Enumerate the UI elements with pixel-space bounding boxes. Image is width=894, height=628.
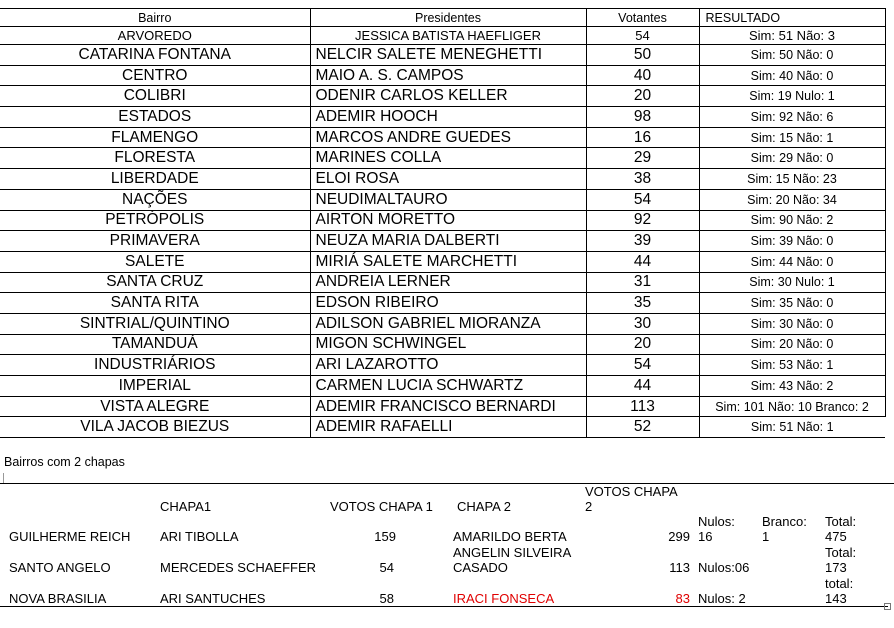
neighborhood-results-table	[0, 8, 886, 438]
votantes-cell: 52	[586, 417, 699, 438]
bairro-cell: IMPERIAL	[0, 376, 310, 397]
presidente-cell: NEUZA MARIA DALBERTI	[310, 231, 586, 252]
chapa1-cell: ARI SANTUCHES	[160, 591, 266, 606]
votantes-cell: 29	[586, 148, 699, 169]
resultado-cell: Sim: 35 Não: 0	[699, 293, 885, 314]
bairro-cell: SANTA CRUZ	[0, 272, 310, 293]
total-value: 173	[825, 560, 847, 575]
table-row	[0, 417, 885, 438]
branco-label: Branco:	[762, 514, 807, 529]
bairro-cell: VISTA ALEGRE	[0, 396, 310, 417]
resultado-cell: Sim: 51 Não: 1	[699, 417, 885, 438]
table-body	[0, 27, 885, 438]
two-slates-title: Bairros com 2 chapas	[4, 455, 125, 469]
presidente-cell: ANDREIA LERNER	[310, 272, 586, 293]
table-row	[0, 127, 885, 148]
presidente-cell: ARI LAZAROTTO	[310, 355, 586, 376]
resultado-cell: Sim: 92 Não: 6	[699, 107, 885, 128]
presidente-cell: ADEMIR FRANCISCO BERNARDI	[310, 396, 586, 417]
table-row	[0, 376, 885, 397]
header-chapa1: CHAPA1	[160, 499, 212, 514]
presidente-cell: ELOI ROSA	[310, 169, 586, 190]
total-value: 143	[825, 591, 847, 606]
nulos-label: Nulos:	[698, 514, 735, 529]
votos1-cell: 54	[379, 560, 394, 575]
votantes-cell: 30	[586, 313, 699, 334]
bairro-cell: ARVOREDO	[0, 27, 310, 45]
header-votos-chapa2-number: 2	[585, 499, 593, 514]
table-row	[0, 396, 885, 417]
header-votos-chapa1: VOTOS CHAPA 1	[330, 499, 433, 514]
section-divider-bottom	[0, 606, 888, 607]
table-row	[0, 65, 885, 86]
votantes-cell: 20	[586, 334, 699, 355]
resultado-cell: Sim: 20 Não: 0	[699, 334, 885, 355]
resultado-cell: Sim: 51 Não: 3	[699, 27, 885, 45]
table-row	[0, 272, 885, 293]
resultado-cell: Sim: 101 Não: 10 Branco: 2	[699, 396, 885, 417]
presidente-cell: MIRIÁ SALETE MARCHETTI	[310, 251, 586, 272]
presidente-cell: AIRTON MORETTO	[310, 210, 586, 231]
section-divider-top	[0, 483, 894, 484]
presidente-cell: CARMEN LUCIA SCHWARTZ	[310, 376, 586, 397]
votos1-cell: 58	[379, 591, 394, 606]
resultado-cell: Sim: 15 Não: 23	[699, 169, 885, 190]
votantes-cell: 39	[586, 231, 699, 252]
resultado-cell: Sim: 30 Não: 0	[699, 313, 885, 334]
nulos-cell: Nulos:06	[698, 560, 750, 575]
votantes-cell: 20	[586, 86, 699, 107]
votantes-cell: 16	[586, 127, 699, 148]
table-row	[0, 313, 885, 334]
presidente-cell: ADILSON GABRIEL MIORANZA	[310, 313, 586, 334]
table-row	[0, 210, 885, 231]
bairro-cell: NAÇÕES	[0, 189, 310, 210]
table-row	[0, 334, 885, 355]
bairro-cell: PETRÓPOLIS	[0, 210, 310, 231]
bairro-cell: ESTADOS	[0, 107, 310, 128]
votos2-cell: 83	[675, 591, 690, 606]
table-row	[0, 107, 885, 128]
presidente-cell: NEUDIMALTAURO	[310, 189, 586, 210]
presidente-cell: NELCIR SALETE MENEGHETTI	[310, 45, 586, 66]
presidente-cell: ADEMIR HOOCH	[310, 107, 586, 128]
presidente-cell: ODENIR CARLOS KELLER	[310, 86, 586, 107]
header-presidentes: Presidentes	[310, 9, 586, 27]
table-row	[0, 355, 885, 376]
votos2-cell: 113	[669, 560, 690, 575]
votos1-cell: 159	[374, 529, 396, 544]
header-chapa2: CHAPA 2	[457, 499, 511, 514]
resultado-cell: Sim: 40 Não: 0	[699, 65, 885, 86]
header-bairro: Bairro	[0, 9, 310, 27]
bairro-cell: NOVA BRASILIA	[9, 591, 107, 606]
bairro-cell: SINTRIAL/QUINTINO	[0, 313, 310, 334]
bairro-cell: TAMANDUÁ	[0, 334, 310, 355]
table-row	[0, 169, 885, 190]
resultado-cell: Sim: 53 Não: 1	[699, 355, 885, 376]
votantes-cell: 44	[586, 376, 699, 397]
table-header-row	[0, 9, 885, 27]
resultado-cell: Sim: 39 Não: 0	[699, 231, 885, 252]
table-row	[0, 148, 885, 169]
presidente-cell: ADEMIR RAFAELLI	[310, 417, 586, 438]
chapa1-cell: ARI TIBOLLA	[160, 529, 239, 544]
resultado-cell: Sim: 43 Não: 2	[699, 376, 885, 397]
votantes-cell: 50	[586, 45, 699, 66]
bairro-cell: INDUSTRIÁRIOS	[0, 355, 310, 376]
bairro-cell: FLORESTA	[0, 148, 310, 169]
resultado-cell: Sim: 30 Nulo: 1	[699, 272, 885, 293]
bairro-cell: COLIBRI	[0, 86, 310, 107]
bairro-cell: VILA JACOB BIEZUS	[0, 417, 310, 438]
votantes-cell: 98	[586, 107, 699, 128]
votantes-cell: 38	[586, 169, 699, 190]
branco-value: 1	[762, 529, 770, 544]
bairro-cell: SANTA RITA	[0, 293, 310, 314]
chapa2-cell-continued: CASADO	[453, 560, 508, 575]
chapa2-cell: ANGELIN SILVEIRA	[453, 545, 572, 560]
resultado-cell: Sim: 20 Não: 34	[699, 189, 885, 210]
votantes-cell: 54	[586, 189, 699, 210]
table-row	[0, 231, 885, 252]
bairro-cell: GUILHERME REICH	[9, 529, 131, 544]
table-row	[0, 86, 885, 107]
bairro-cell: SANTO ANGELO	[9, 560, 111, 575]
nulos-value: 16	[698, 529, 713, 544]
total-label: Total:	[825, 545, 857, 560]
end-of-cell-marker	[884, 603, 891, 610]
presidente-cell: MARCOS ANDRE GUEDES	[310, 127, 586, 148]
votantes-cell: 31	[586, 272, 699, 293]
votantes-cell: 113	[586, 396, 699, 417]
chapa1-cell: MERCEDES SCHAEFFER	[160, 560, 317, 575]
resultado-cell: Sim: 15 Não: 1	[699, 127, 885, 148]
header-votos-chapa2: VOTOS CHAPA	[585, 484, 678, 499]
votantes-cell: 54	[586, 355, 699, 376]
presidente-cell: MAIO A. S. CAMPOS	[310, 65, 586, 86]
votos2-cell: 299	[668, 529, 690, 544]
bairro-cell: LIBERDADE	[0, 169, 310, 190]
resultado-cell: Sim: 90 Não: 2	[699, 210, 885, 231]
bairro-cell: CATARINA FONTANA	[0, 45, 310, 66]
votantes-cell: 54	[586, 27, 699, 45]
chapa2-cell: IRACI FONSECA	[453, 591, 555, 606]
resultado-cell: Sim: 50 Não: 0	[699, 45, 885, 66]
presidente-cell: JESSICA BATISTA HAEFLIGER	[310, 27, 586, 45]
presidente-cell: MARINES COLLA	[310, 148, 586, 169]
resultado-cell: Sim: 44 Não: 0	[699, 251, 885, 272]
chapa2-cell: AMARILDO BERTA	[453, 529, 567, 544]
header-votantes: Votantes	[586, 9, 699, 27]
votantes-cell: 92	[586, 210, 699, 231]
total-label: Total:	[825, 514, 857, 529]
bairro-cell: FLAMENGO	[0, 127, 310, 148]
bairro-cell: CENTRO	[0, 65, 310, 86]
resultado-cell: Sim: 29 Não: 0	[699, 148, 885, 169]
table-row	[0, 27, 885, 45]
table-row	[0, 45, 885, 66]
bairro-cell: SALETE	[0, 251, 310, 272]
presidente-cell: MIGON SCHWINGEL	[310, 334, 586, 355]
total-value: 475	[825, 529, 847, 544]
resultado-cell: Sim: 19 Nulo: 1	[699, 86, 885, 107]
votantes-cell: 35	[586, 293, 699, 314]
presidente-cell: EDSON RIBEIRO	[310, 293, 586, 314]
votantes-cell: 44	[586, 251, 699, 272]
table-row	[0, 251, 885, 272]
votantes-cell: 40	[586, 65, 699, 86]
table-row	[0, 293, 885, 314]
total-label: total:	[825, 576, 854, 591]
bairro-cell: PRIMAVERA	[0, 231, 310, 252]
table-row	[0, 189, 885, 210]
header-resultado: RESULTADO	[699, 9, 885, 27]
nulos-cell: Nulos: 2	[698, 591, 746, 606]
